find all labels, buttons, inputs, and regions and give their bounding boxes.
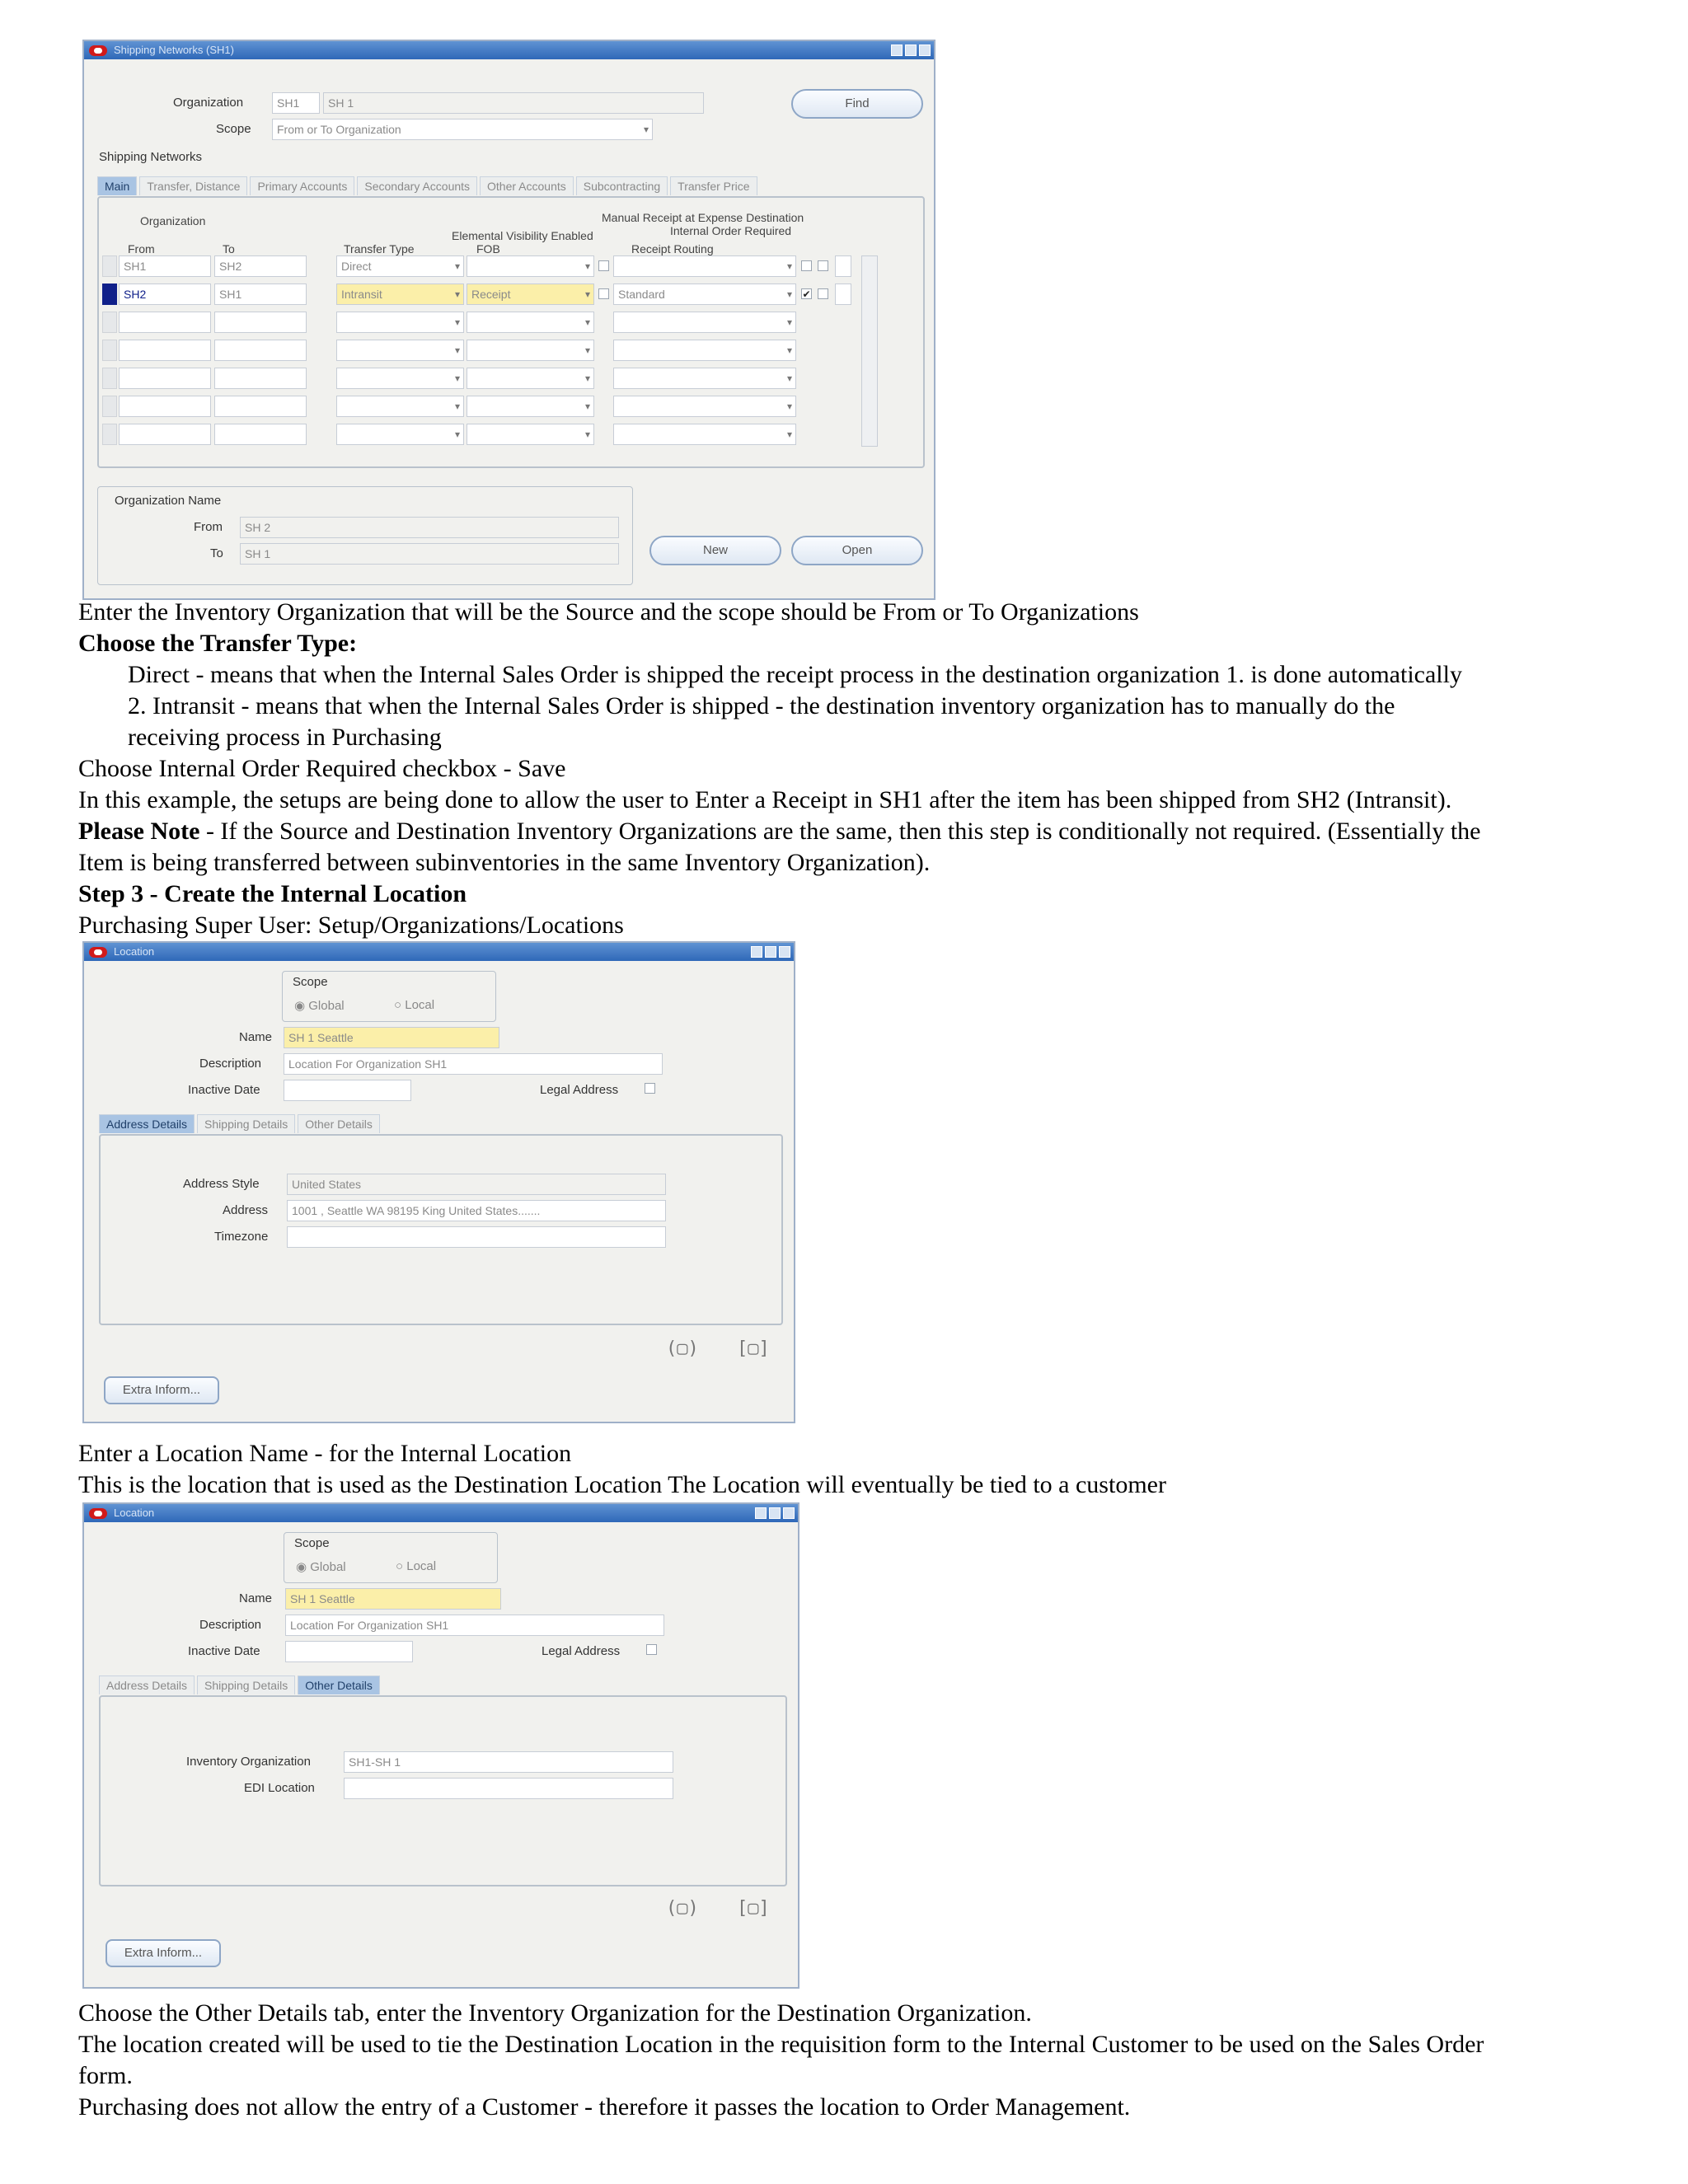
location-name-line: Enter a Location Name - for the Internal Location [78, 1440, 572, 1467]
legal-address-label: Legal Address [540, 1083, 619, 1097]
window-titlebar [84, 1504, 798, 1522]
tab-other-details[interactable]: Other Details [298, 1114, 380, 1133]
minimize-icon[interactable] [755, 1507, 767, 1519]
transfer-type-heading: Choose the Transfer Type: [78, 630, 358, 657]
to-field[interactable]: SH1 [214, 284, 307, 305]
elemental-visibility-checkbox[interactable] [598, 260, 609, 271]
global-radio[interactable]: ◉ Global [294, 999, 345, 1013]
note-label: Please Note [78, 818, 200, 845]
to-field[interactable] [214, 340, 307, 361]
direct-description: Direct - means that when the Internal Sales Order is shipped the receipt process in the destination organization 1. is done automatically [128, 661, 1462, 688]
transfer-type-select[interactable] [336, 368, 464, 389]
main-tab-panel [97, 196, 925, 468]
address-style-field: United States [287, 1174, 666, 1195]
legal-address-checkbox[interactable] [645, 1083, 655, 1094]
org-name-section-label: Organization Name [115, 494, 222, 508]
tab-transfer-price[interactable]: Transfer Price [670, 176, 757, 195]
transfer-type-select[interactable]: Intransit ▾ [336, 284, 464, 305]
fob-select[interactable] [467, 255, 594, 277]
inactive-date-field[interactable] [284, 1080, 411, 1101]
elemental-visibility-header: Elemental Visibility Enabled [452, 229, 593, 242]
location-tie-line: The location created will be used to tie the Destination Location in the requisition form to the Internal Customer to be used on the Sales Order [78, 2031, 1484, 2058]
organization-code-field[interactable]: SH1 [272, 92, 320, 114]
scope-label: Scope [216, 122, 251, 136]
minimize-icon[interactable] [751, 946, 762, 958]
scope-select[interactable]: From or To Organization ▾ [272, 119, 653, 140]
elemental-visibility-checkbox[interactable] [598, 288, 609, 299]
window-title: Location [114, 1507, 155, 1519]
row-marker[interactable] [102, 340, 117, 361]
fob-select[interactable] [467, 368, 594, 389]
address-field[interactable]: 1001 , Seattle WA 98195 King United States....... [287, 1200, 666, 1221]
receipt-routing-select[interactable] [613, 424, 796, 445]
flexfield-icon[interactable]: [▢] [737, 1338, 770, 1359]
close-icon[interactable] [783, 1507, 795, 1519]
location-window-address [82, 941, 795, 1423]
organization-name-field: SH 1 [323, 92, 704, 114]
manual-receipt-checkbox[interactable] [801, 260, 812, 271]
receipt-routing-select[interactable] [613, 368, 796, 389]
transfer-type-select[interactable] [336, 396, 464, 417]
scope-label: Scope [294, 1536, 330, 1550]
inactive-date-field[interactable] [285, 1641, 413, 1662]
note-text: - If the Source and Destination Inventory Organizations are the same, then this step is conditionally not required. (Essentially the [199, 818, 1481, 845]
edi-location-field[interactable] [344, 1778, 673, 1799]
legal-address-checkbox[interactable] [646, 1644, 657, 1655]
address-label: Address [223, 1203, 269, 1217]
tab-address-details[interactable]: Address Details [99, 1675, 195, 1694]
from-field[interactable] [119, 368, 211, 389]
local-radio-label: Local [405, 998, 435, 1012]
address-details-panel [99, 1134, 783, 1325]
from-name-field: SH 2 [240, 517, 619, 538]
global-radio-label: Global [308, 999, 345, 1013]
receipt-routing-select[interactable] [613, 396, 796, 417]
oracle-logo-icon [89, 1508, 107, 1519]
from-field[interactable]: SH1 [119, 255, 211, 277]
scope-label: Scope [293, 975, 328, 989]
description-field[interactable]: Location For Organization SH1 [284, 1053, 663, 1075]
window-controls [891, 45, 931, 56]
fob-select[interactable] [467, 424, 594, 445]
scope-group [282, 971, 496, 1022]
edi-location-label: EDI Location [244, 1781, 315, 1795]
receipt-routing-select[interactable]: Standard ▾ [613, 284, 796, 305]
close-icon[interactable] [919, 45, 931, 56]
from-field[interactable] [119, 340, 211, 361]
tab-other-details[interactable]: Other Details [298, 1675, 380, 1694]
to-label: To [210, 546, 223, 560]
note-line [78, 816, 1480, 847]
address-style-label: Address Style [183, 1177, 260, 1191]
timezone-field[interactable] [287, 1226, 666, 1248]
window-title: Shipping Networks (SH1) [114, 44, 234, 56]
transfer-type-header: Transfer Type [344, 242, 415, 255]
tab-main[interactable]: Main [97, 176, 137, 195]
intransit-description-cont: receiving process in Purchasing [128, 724, 442, 751]
transfer-type-select[interactable]: Direct ▾ [336, 255, 464, 277]
maximize-icon[interactable] [769, 1507, 781, 1519]
fob-select[interactable] [467, 340, 594, 361]
tab-shipping-details[interactable]: Shipping Details [197, 1675, 295, 1694]
oracle-logo-icon [89, 45, 107, 56]
tab-shipping-details[interactable]: Shipping Details [197, 1114, 295, 1133]
organization-label: Organization [173, 96, 244, 110]
global-radio[interactable]: ◉ Global [296, 1560, 346, 1574]
extra-info-button[interactable]: Extra Inform... [104, 1376, 219, 1404]
receipt-routing-select[interactable] [613, 312, 796, 333]
navigation-path: Purchasing Super User: Setup/Organizations/Locations [78, 912, 624, 939]
fob-header: FOB [476, 242, 500, 255]
flexfield-icon[interactable]: [▢] [737, 1898, 770, 1919]
inventory-organization-label: Inventory Organization [186, 1755, 311, 1769]
from-field[interactable] [119, 312, 211, 333]
example-line: In this example, the setups are being done to allow the user to Enter a Receipt in SH1 after the item has been shipped from SH2 (Intransit). [78, 786, 1452, 813]
intransit-description: 2. Intransit - means that when the Internal Sales Order is shipped - the destination inventory organization has to manually do the [128, 692, 1395, 719]
window-titlebar [84, 41, 934, 59]
maximize-icon[interactable] [905, 45, 917, 56]
row-marker-selected[interactable] [102, 284, 117, 305]
choose-checkbox-line: Choose Internal Order Required checkbox - Save [78, 755, 566, 782]
local-radio[interactable]: ○ Local [396, 1559, 437, 1573]
destination-location-line: This is the location that is used as the Destination Location The Location will eventually be tied to a customer [78, 1471, 1166, 1498]
manual-receipt-checkbox[interactable]: ✔ [802, 288, 811, 300]
transfer-type-select[interactable] [336, 340, 464, 361]
from-header: From [128, 242, 155, 255]
to-field[interactable] [214, 396, 307, 417]
internal-order-header: Internal Order Required [670, 224, 792, 237]
organization-name-panel [97, 486, 633, 585]
manual-receipt-header: Manual Receipt at Expense Destination [602, 211, 804, 224]
section-title: Shipping Networks [99, 150, 203, 164]
window-titlebar [84, 943, 794, 961]
to-field[interactable]: SH2 [214, 255, 307, 277]
scope-group [284, 1532, 498, 1583]
legal-address-label: Legal Address [542, 1644, 621, 1658]
location-window-other [82, 1502, 799, 1989]
name-field[interactable]: SH 1 Seattle [284, 1027, 499, 1048]
fob-select[interactable] [467, 396, 594, 417]
minimize-icon[interactable] [891, 45, 903, 56]
location-tabs [99, 1675, 382, 1694]
receipt-routing-header: Receipt Routing [631, 242, 714, 255]
description-label: Description [199, 1057, 262, 1071]
from-label: From [194, 520, 223, 534]
inactive-date-label: Inactive Date [188, 1083, 260, 1097]
local-radio-label: Local [406, 1559, 437, 1573]
folder-icon[interactable]: (▢) [666, 1338, 699, 1359]
transfer-type-select[interactable] [336, 424, 464, 445]
name-label: Name [239, 1030, 273, 1044]
close-icon[interactable] [779, 946, 790, 958]
maximize-icon[interactable] [765, 946, 776, 958]
row-marker[interactable] [102, 396, 117, 417]
shipping-networks-window [82, 40, 935, 600]
location-tabs [99, 1114, 382, 1133]
to-field[interactable] [214, 312, 307, 333]
row-marker[interactable] [102, 255, 117, 277]
find-button[interactable]: Find [791, 89, 923, 119]
step-heading: Step 3 - Create the Internal Location [78, 880, 467, 907]
instruction-line: Enter the Inventory Organization that will be the Source and the scope should be From or To Organizations [78, 598, 1139, 626]
row-marker[interactable] [102, 312, 117, 333]
global-radio-label: Global [310, 1560, 346, 1574]
from-field[interactable] [119, 424, 211, 445]
tab-secondary-accounts[interactable]: Secondary Accounts [357, 176, 477, 195]
local-radio[interactable]: ○ Local [394, 998, 435, 1012]
tab-address-details[interactable]: Address Details [99, 1114, 195, 1133]
tab-transfer-distance[interactable]: Transfer, Distance [139, 176, 247, 195]
to-field[interactable] [214, 424, 307, 445]
other-details-line: Choose the Other Details tab, enter the Inventory Organization for the Destination Organization. [78, 1999, 1032, 2027]
org-header: Organization [140, 214, 206, 227]
to-name-field: SH 1 [240, 543, 619, 565]
name-label: Name [239, 1591, 273, 1605]
receipt-routing-select[interactable] [613, 340, 796, 361]
open-button[interactable]: Open [791, 536, 923, 565]
purchasing-customer-line: Purchasing does not allow the entry of a Customer - therefore it passes the location to Order Management. [78, 2093, 1131, 2121]
tab-other-accounts[interactable]: Other Accounts [480, 176, 574, 195]
tab-subcontracting[interactable]: Subcontracting [576, 176, 668, 195]
row-marker[interactable] [102, 424, 117, 445]
from-field[interactable] [119, 396, 211, 417]
window-controls [751, 946, 790, 958]
description-field[interactable]: Location For Organization SH1 [285, 1615, 664, 1636]
tab-primary-accounts[interactable]: Primary Accounts [250, 176, 354, 195]
descriptive-flex-field[interactable] [835, 255, 851, 277]
to-header: To [223, 242, 235, 255]
descriptive-flex-field[interactable] [835, 284, 851, 305]
note-line-cont: Item is being transferred between subinventories in the same Inventory Organization). [78, 849, 931, 876]
timezone-label: Timezone [214, 1230, 269, 1244]
other-details-panel [99, 1695, 787, 1886]
extra-info-button[interactable]: Extra Inform... [106, 1939, 221, 1967]
inactive-date-label: Inactive Date [188, 1644, 260, 1658]
location-tie-line-cont: form. [78, 2062, 133, 2089]
to-field[interactable] [214, 368, 307, 389]
shipping-tabs [97, 176, 760, 195]
window-title: Location [114, 945, 155, 958]
name-field[interactable]: SH 1 Seattle [285, 1588, 501, 1610]
folder-icon[interactable]: (▢) [666, 1898, 699, 1919]
transfer-type-select[interactable] [336, 312, 464, 333]
description-label: Description [199, 1618, 262, 1632]
row-marker[interactable] [102, 368, 117, 389]
internal-order-checkbox[interactable] [818, 288, 828, 299]
internal-order-checkbox[interactable] [818, 260, 828, 271]
oracle-logo-icon [89, 947, 107, 958]
from-field[interactable]: SH2 [119, 284, 211, 305]
vertical-scrollbar[interactable] [861, 255, 878, 447]
new-button[interactable]: New [649, 536, 781, 565]
window-controls [755, 1507, 795, 1519]
inventory-organization-field[interactable]: SH1-SH 1 [344, 1751, 673, 1773]
fob-select[interactable] [467, 312, 594, 333]
fob-select[interactable]: Receipt ▾ [467, 284, 594, 305]
receipt-routing-select[interactable] [613, 255, 796, 277]
